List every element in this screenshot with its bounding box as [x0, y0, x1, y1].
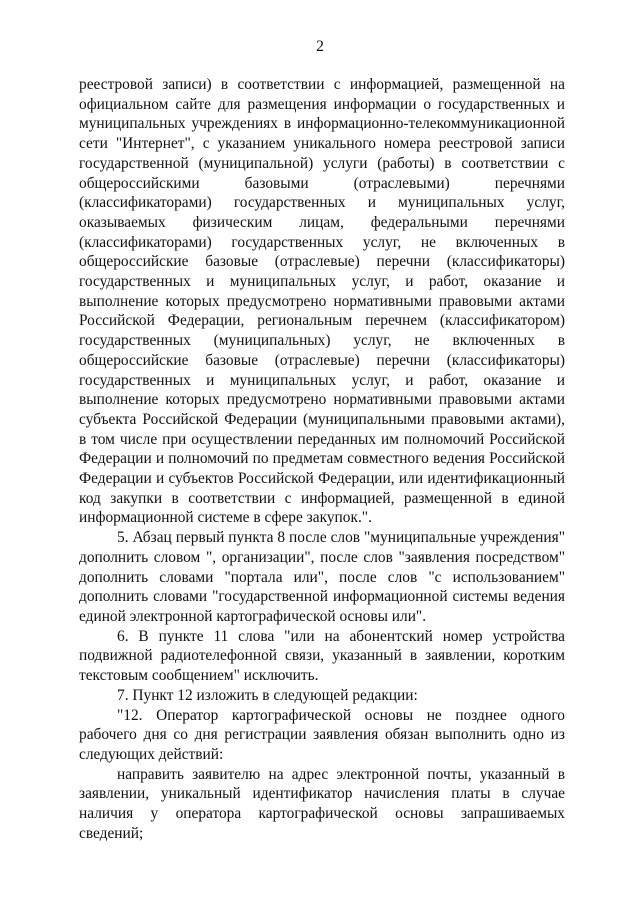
paragraph-clause-12: "12. Оператор картографической основы не позднее одного рабочего дня со дня регистрации заявления обязан выполнить одно из следующих действий: — [79, 706, 565, 763]
paragraph-clause-12-action: направить заявителю на адрес электронной почты, указанный в заявлении, уникальный идентификатор начисления платы в случае наличия у оператора картографической основы запрашиваемых сведений; — [79, 765, 565, 842]
paragraph-item-6: 6. В пункте 11 слова "или на абонентский номер устройства подвижной радиотелефонной связи, указанный в заявлении, коротким текстовым сообщением" исключить. — [79, 627, 565, 685]
paragraph-item-5: 5. Абзац первый пункта 8 после слов "муниципальные учреждения" дополнить словом ", организации", после слов "заявления посредством" дополнить словами "портала или", после слов "с использованием" дополнить словами "государственной информационной системы ведения единой электронной картографической основы или". — [79, 529, 565, 625]
page-number: 2 — [316, 38, 324, 55]
paragraph-continuation: реестровой записи) в соответствии с информацией, размещенной на официальном сайте для размещения информации о государственных и муниципальных учреждениях в информационно-телекоммуникационной сети "Интернет", с указанием уникального номера реестровой записи государственной (муниципальной) услуги (работы) в соответствии с общероссийскими базовыми (отраслевыми) перечнями (классификаторами) государственных и муниципальных услуг, оказываемых физическим лицам, федеральными перечнями (классификаторами) государственных услуг, не включенных в общероссийские базовые (отраслевые) перечни (классификаторы) государственных и муниципальных услуг, и работ, оказание и выполнение которых предусмотрено нормативными правовыми актами Российской Федерации, региональным перечнем (классификатором) государственных (муниципальных) услуг, не включенных в общероссийские базовые (отраслевые) перечни (классификаторы) государственных и муниципальных услуг, и работ, оказание и выполнение которых предусмотрено нормативными правовыми актами субъекта Российской Федерации (муниципальными правовыми актами), в том числе при осуществлении переданных им полномочий Российской Федерации и полномочий по предметам совместного ведения Российской Федерации и субъектов Российской Федерации, или идентификационный код закупки в соответствии с информацией, размещенной в единой информационной системе в сфере закупок.". — [79, 76, 565, 527]
document-body — [79, 75, 565, 843]
paragraph-item-7: 7. Пункт 12 изложить в следующей редакции: — [117, 686, 418, 704]
